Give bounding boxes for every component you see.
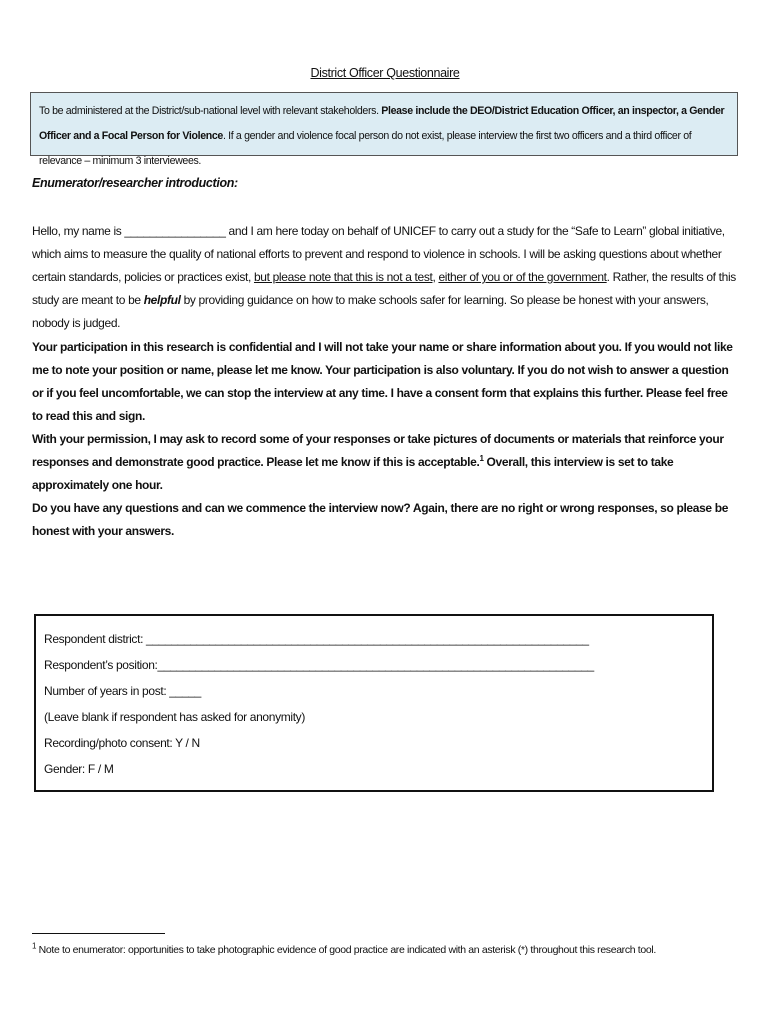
intro-paragraph-3 bbox=[32, 428, 740, 497]
footnote-ref: 1 bbox=[479, 454, 484, 463]
respondent-district-field[interactable]: Respondent district: ______________________________________________________________________ bbox=[44, 632, 589, 646]
p1-emphasis: helpful bbox=[143, 293, 181, 307]
p1-underline-1: but please note that this is not a test bbox=[253, 270, 433, 284]
intro-paragraph-1 bbox=[32, 220, 740, 335]
p3-text-a: With your permission, I may ask to record some of your responses or take pictures of documents or materials that reinforce your responses and demonstrate good practice. Please let me know if this is acceptable. bbox=[32, 432, 724, 469]
p1-underline-2: either of you or of the government bbox=[438, 270, 607, 284]
intro-paragraph-4: Do you have any questions and can we commence the interview now? Again, there are no right or wrong responses, so please be honest with your answers. bbox=[32, 501, 729, 538]
footnote bbox=[32, 941, 740, 956]
page-title: District Officer Questionnaire bbox=[310, 66, 460, 80]
respondent-position-field[interactable]: Respondent’s position:_____________________________________________________________________ bbox=[44, 658, 594, 672]
gender-field[interactable]: Gender: F / M bbox=[44, 762, 114, 776]
note-text-continued: . If a gender and violence focal person do not exist, please interview the first two officers and a third officer of relevance – minimum 3 interviewees. bbox=[39, 130, 692, 167]
note-bold-text: Please include the DEO/District Education Officer, an inspector, a Gender Officer and a Focal Person for Violence bbox=[39, 105, 725, 142]
respondent-info-box bbox=[34, 614, 714, 792]
anonymity-note: (Leave blank if respondent has asked for anonymity) bbox=[44, 710, 305, 724]
p3-text-b: Overall, this interview is set to take approximately one hour. bbox=[32, 455, 674, 492]
intro-heading: Enumerator/researcher introduction: bbox=[32, 176, 238, 190]
note-text: To be administered at the District/sub-national level with relevant stakeholders. bbox=[39, 105, 382, 117]
footnote-text: Note to enumerator: opportunities to take photographic evidence of good practice are indicated with an asterisk (*) throughout this research tool. bbox=[36, 944, 656, 956]
footnote-number: 1 bbox=[32, 941, 37, 951]
instruction-note-box bbox=[30, 92, 738, 167]
p1-text-d: by providing guidance on how to make schools safer for learning. So please be honest with your answers, nobody is judged. bbox=[32, 293, 709, 330]
intro-paragraph-2: Your participation in this research is confidential and I will not take your name or share information about you. If you would not like me to note your position or name, please let me know. Your participation is also voluntary. If you do not wish to answer a question or if you feel uncomfortable, we can stop the interview at any time. I have a consent form that explains this further. Please feel free to read this and sign. bbox=[32, 340, 733, 423]
years-in-post-field[interactable]: Number of years in post: _____ bbox=[44, 684, 201, 698]
footnote-divider bbox=[32, 933, 165, 934]
p1-text-c: . Rather, the results of this study are meant to be bbox=[32, 270, 736, 307]
p1-text-b: , bbox=[432, 270, 439, 284]
consent-field[interactable]: Recording/photo consent: Y / N bbox=[44, 736, 200, 750]
p1-text-a: Hello, my name is ________________ and I am here today on behalf of UNICEF to carry out a study for the “Safe to Learn” global initiative, which aims to measure the quality of national efforts to prevent and respond to violence in schools. I will be asking questions about whether certain standards, policies or practices exist, bbox=[32, 224, 725, 284]
